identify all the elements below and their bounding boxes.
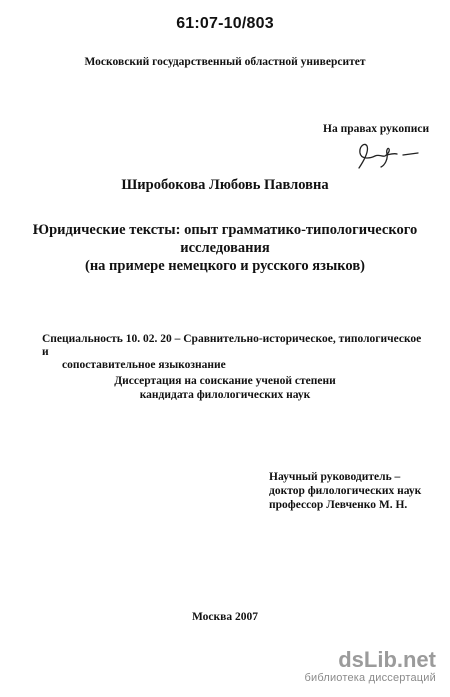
watermark-subtitle: библиотека диссертаций [304, 672, 436, 684]
university-name: Московский государственный областной университет [84, 56, 366, 68]
watermark-logo: dsLib.net [338, 647, 436, 672]
document-stamp-number: 61:07-10/803 [176, 15, 274, 32]
author-name: Широбокова Любовь Павловна [121, 177, 329, 193]
watermark [304, 649, 436, 684]
specialty-line-2: сопоставительное языкознание [62, 359, 226, 371]
dissertation-title [0, 221, 450, 275]
advisor-line-1: Научный руководитель – [269, 471, 401, 483]
manuscript-rights-label: На правах рукописи [323, 123, 430, 135]
degree-line-2: кандидата филологических наук [139, 389, 311, 401]
advisor-block [269, 470, 421, 512]
specialty-block [42, 333, 422, 372]
advisor-line-2: доктор филологических наук [269, 485, 422, 497]
city-year: Москва 2007 [191, 611, 259, 623]
degree-block [0, 374, 450, 402]
title-line-2: исследования [180, 240, 270, 256]
specialty-line-1: Специальность 10. 02. 20 – Сравнительно-историческое, типологическое и [42, 333, 422, 358]
title-line-1: Юридические тексты: опыт грамматико-типологического [32, 222, 418, 238]
advisor-line-3: профессор Левченко М. Н. [269, 499, 408, 511]
degree-line-1: Диссертация на соискание ученой степени [114, 375, 336, 387]
title-line-3: (на примере немецкого и русского языков) [85, 258, 365, 274]
